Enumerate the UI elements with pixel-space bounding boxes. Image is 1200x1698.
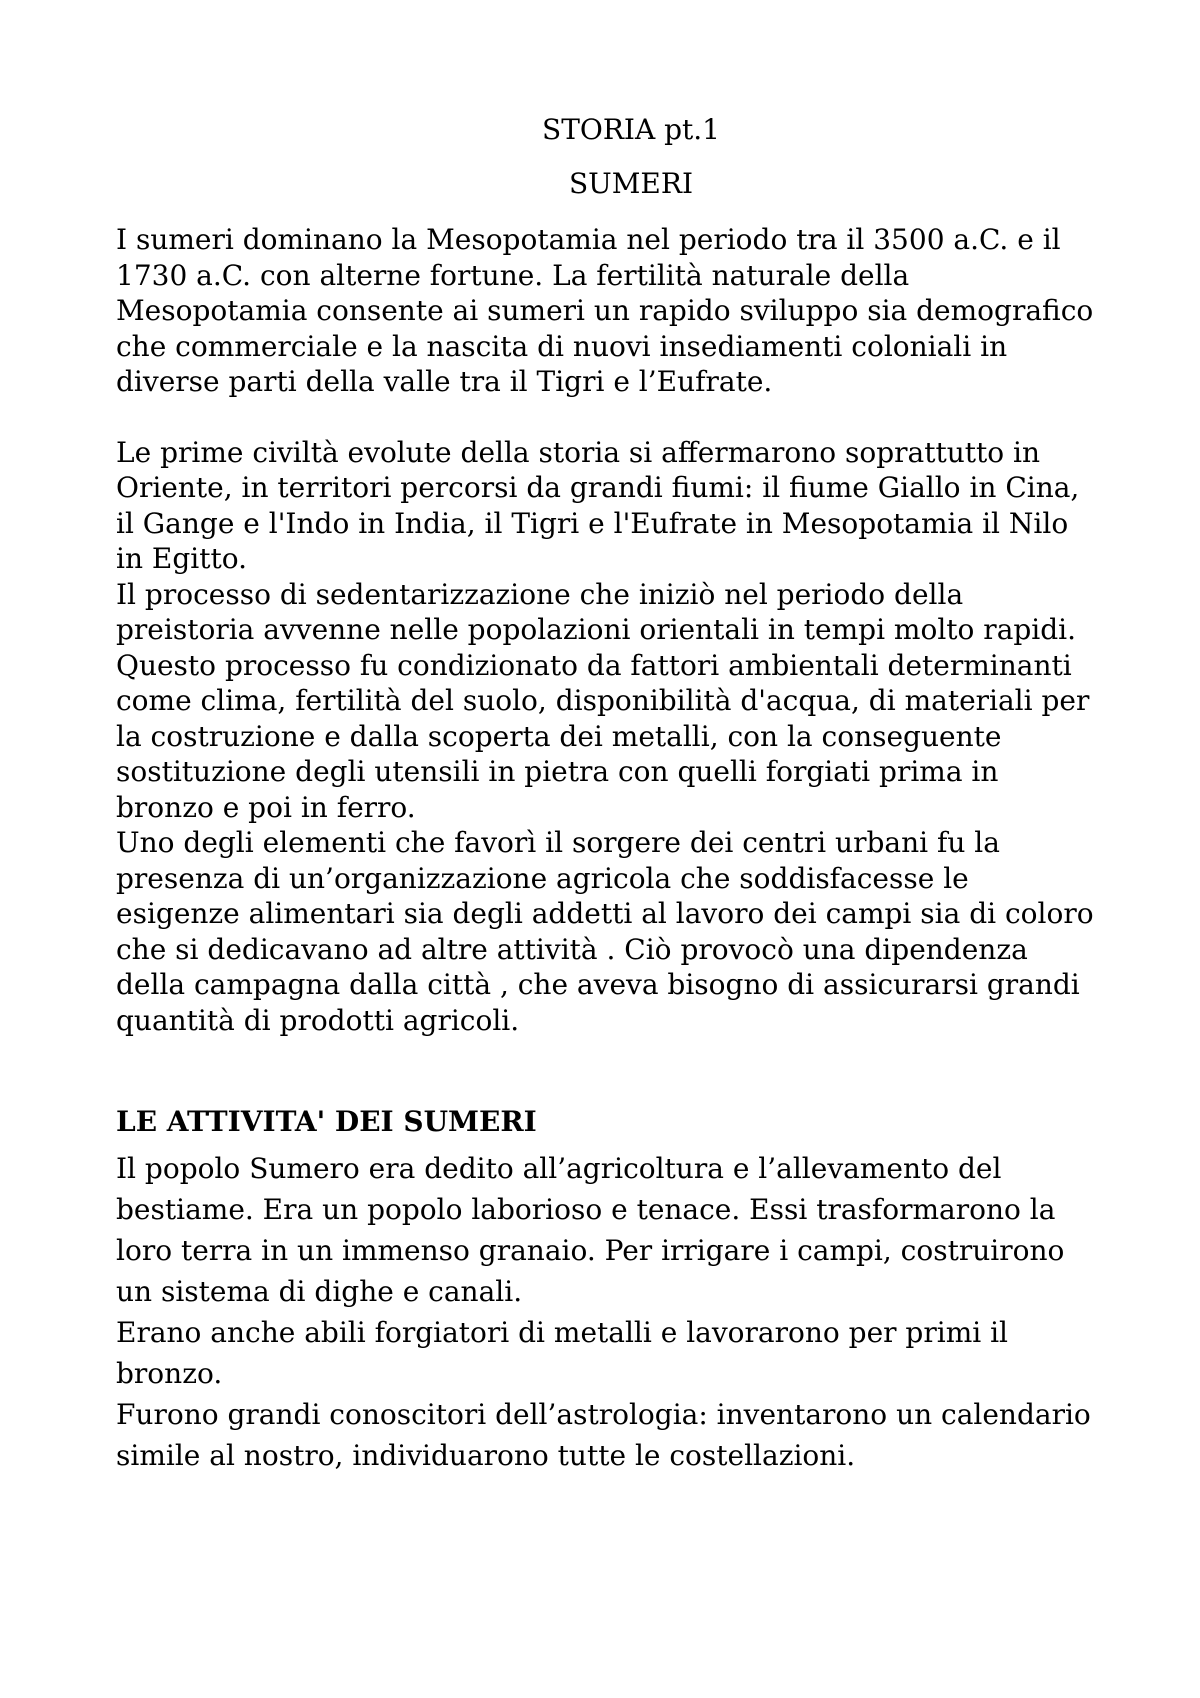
section-paragraph: Erano anche abili forgiatori di metalli e lavorarono per primi il bronzo. <box>116 1316 1009 1390</box>
section-heading: LE ATTIVITA' DEI SUMERI <box>116 1105 537 1138</box>
document-subtitle: SUMERI <box>568 167 694 200</box>
section-paragraph: Furono grandi conoscitori dell’astrologia: inventarono un calendario simile al nostro, individuarono tutte le costellazioni. <box>116 1398 1091 1472</box>
body-paragraph: Questo processo fu condizionato da fattori ambientali determinanti come clima, fertilità del suolo, disponibilità d'acqua, di materiali per la costruzione e dalla scoperta dei metalli, con la conseguente sostituzione degli utensili in pietra con quelli forgiati prima in bronzo e poi in ferro. <box>116 648 1090 824</box>
body-paragraph: Uno degli elementi che favorì il sorgere dei centri urbani fu la presenza di un’organizzazione agricola che soddisfacesse le esigenze alimentari sia degli addetti al lavoro dei campi sia di coloro che si dedicavano ad altre attività . Ciò provocò una dipendenza della campagna dalla città , che aveva bisogno di assicurarsi grandi quantità di prodotti agricoli. <box>116 826 1094 1037</box>
body-paragraph: Le prime civiltà evolute della storia si affermarono soprattutto in Oriente, in territori percorsi da grandi fiumi: il fiume Giallo in Cina, il Gange e l'Indo in India, il Tigri e l'Eufrate in Mesopotamia il Nilo in Egitto. <box>116 435 1080 575</box>
intro-paragraph: I sumeri dominano la Mesopotamia nel periodo tra il 3500 a.C. e il 1730 a.C. con alterne fortune. La fertilità naturale della Mesopotamia consente ai sumeri un rapido sviluppo sia demografico che commerciale e la nascita di nuovi insediamenti coloniali in diverse parti della valle tra il Tigri e l’Eufrate. <box>116 223 1094 398</box>
document-title: STORIA pt.1 <box>542 113 720 146</box>
body-paragraph: Il processo di sedentarizzazione che iniziò nel periodo della preistoria avvenne nelle popolazioni orientali in tempi molto rapidi. <box>116 577 1077 646</box>
section-paragraph: Il popolo Sumero era dedito all’agricoltura e l’allevamento del bestiame. Era un popolo laborioso e tenace. Essi trasformarono la loro terra in un immenso granaio. Per irrigare i campi, costruirono un sistema di dighe e canali. <box>116 1152 1065 1308</box>
document-page <box>116 112 1096 1476</box>
